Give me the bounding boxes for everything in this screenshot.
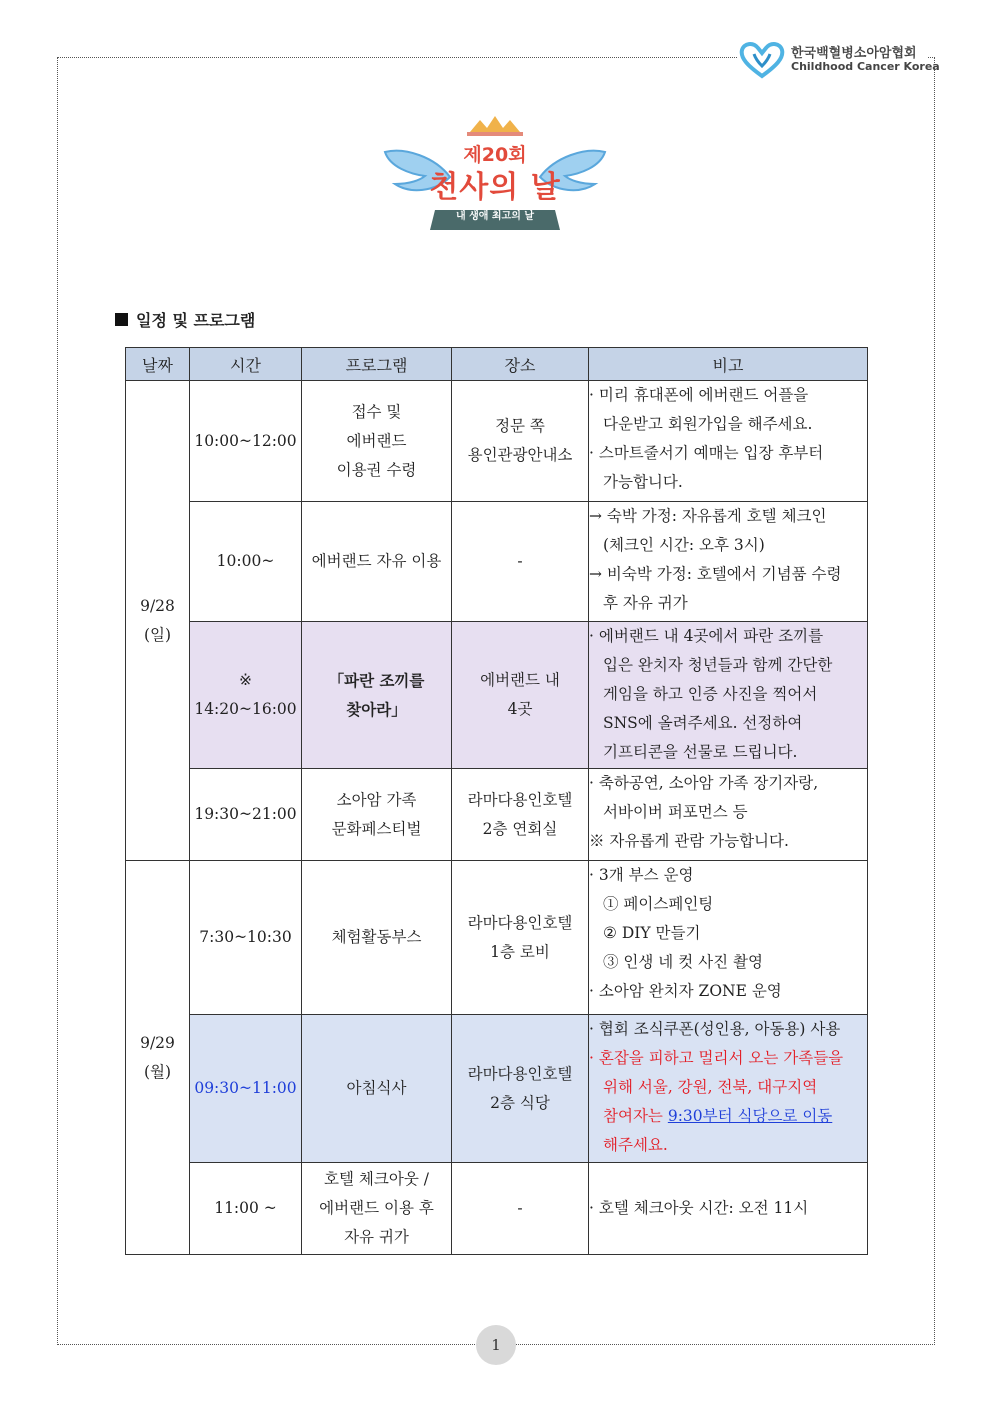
schedule-table xyxy=(125,347,868,1255)
header-date: 날짜 xyxy=(126,348,190,381)
date-cell: 9/29 (월) xyxy=(126,861,190,1255)
notes-cell: · 축하공연, 소아암 가족 장기자랑, 서바이버 퍼포먼스 등 ※ 자유롭게 관람 가능합니다. xyxy=(589,769,868,861)
place-cell: 에버랜드 내 4곳 xyxy=(452,622,589,769)
date-cell: 9/28 (일) xyxy=(126,381,190,861)
section-title xyxy=(115,308,255,331)
event-subtitle: 내 생애 최고의 날 xyxy=(455,211,535,222)
time-cell: 09:30~11:00 xyxy=(190,1015,302,1163)
header-place: 장소 xyxy=(452,348,589,381)
event-edition: 제20회 xyxy=(463,144,527,166)
program-cell: 접수 및 에버랜드 이용권 수령 xyxy=(302,381,452,502)
event-logo xyxy=(375,112,615,242)
org-name-ko: 한국백혈병소아암협회 xyxy=(791,46,917,61)
org-name-en: Childhood Cancer Korea xyxy=(791,60,940,73)
heart-logo-icon xyxy=(738,40,786,80)
time-cell: 10:00~ xyxy=(190,502,302,622)
table-row xyxy=(126,622,868,769)
program-cell: 체험활동부스 xyxy=(302,861,452,1015)
section-title-text: 일정 및 프로그램 xyxy=(136,311,256,330)
notes-cell: · 3개 부스 운영 ① 페이스페인팅 ② DIY 만들기 ③ 인생 네 컷 사진 촬영 · 소아암 완치자 ZONE 운영 xyxy=(589,861,868,1015)
header-program: 프로그램 xyxy=(302,348,452,381)
table-row xyxy=(126,1015,868,1163)
table-row xyxy=(126,861,868,1015)
place-cell: 정문 쪽 용인관광안내소 xyxy=(452,381,589,502)
place-cell: - xyxy=(452,502,589,622)
square-bullet-icon xyxy=(115,313,128,326)
event-title: 천사의 날 xyxy=(429,170,561,205)
time-cell: 11:00 ~ xyxy=(190,1163,302,1255)
org-logo xyxy=(738,40,940,80)
header-notes: 비고 xyxy=(589,348,868,381)
notes-cell: · 미리 휴대폰에 에버랜드 어플을 다운받고 회원가입을 해주세요. · 스마트줄서기 예매는 입장 후부터 가능합니다. xyxy=(589,381,868,502)
table-row xyxy=(126,1163,868,1255)
table-header-row xyxy=(126,348,868,381)
page-number: 1 xyxy=(476,1325,516,1365)
notes-cell: · 협회 조식쿠폰(성인용, 아동용) 사용 · 혼잡을 피하고 멀리서 오는 가족들을 위해 서울, 강원, 전북, 대구지역 참여자는 9:30부터 식당으로 이동 해주세요. xyxy=(589,1015,868,1163)
program-cell: 호텔 체크아웃 / 에버랜드 이용 후 자유 귀가 xyxy=(302,1163,452,1255)
place-cell: 라마다용인호텔 2층 식당 xyxy=(452,1015,589,1163)
time-cell: ※ 14:20~16:00 xyxy=(190,622,302,769)
time-cell: 7:30~10:30 xyxy=(190,861,302,1015)
time-cell: 10:00~12:00 xyxy=(190,381,302,502)
time-cell: 19:30~21:00 xyxy=(190,769,302,861)
notes-cell: → 숙박 가정: 자유롭게 호텔 체크인 (체크인 시간: 오후 3시) → 비숙박 가정: 호텔에서 기념품 수령 후 자유 귀가 xyxy=(589,502,868,622)
table-row xyxy=(126,381,868,502)
crown-icon xyxy=(467,116,523,136)
table-row xyxy=(126,502,868,622)
place-cell: 라마다용인호텔 2층 연회실 xyxy=(452,769,589,861)
program-cell: 「파란 조끼를 찾아라」 xyxy=(302,622,452,769)
table-row xyxy=(126,769,868,861)
place-cell: - xyxy=(452,1163,589,1255)
program-cell: 아침식사 xyxy=(302,1015,452,1163)
notes-cell: · 호텔 체크아웃 시간: 오전 11시 xyxy=(589,1163,868,1255)
checkin-time-link: 9:30부터 식당으로 이동 xyxy=(667,1107,833,1125)
notes-cell: · 에버랜드 내 4곳에서 파란 조끼를 입은 완치자 청년들과 함께 간단한 게임을 하고 인증 사진을 찍어서 SNS에 올려주세요. 선정하여 기프티콘을 선물로 드립니다. xyxy=(589,622,868,769)
place-cell: 라마다용인호텔 1층 로비 xyxy=(452,861,589,1015)
program-cell: 에버랜드 자유 이용 xyxy=(302,502,452,622)
program-cell: 소아암 가족 문화페스티벌 xyxy=(302,769,452,861)
header-time: 시간 xyxy=(190,348,302,381)
